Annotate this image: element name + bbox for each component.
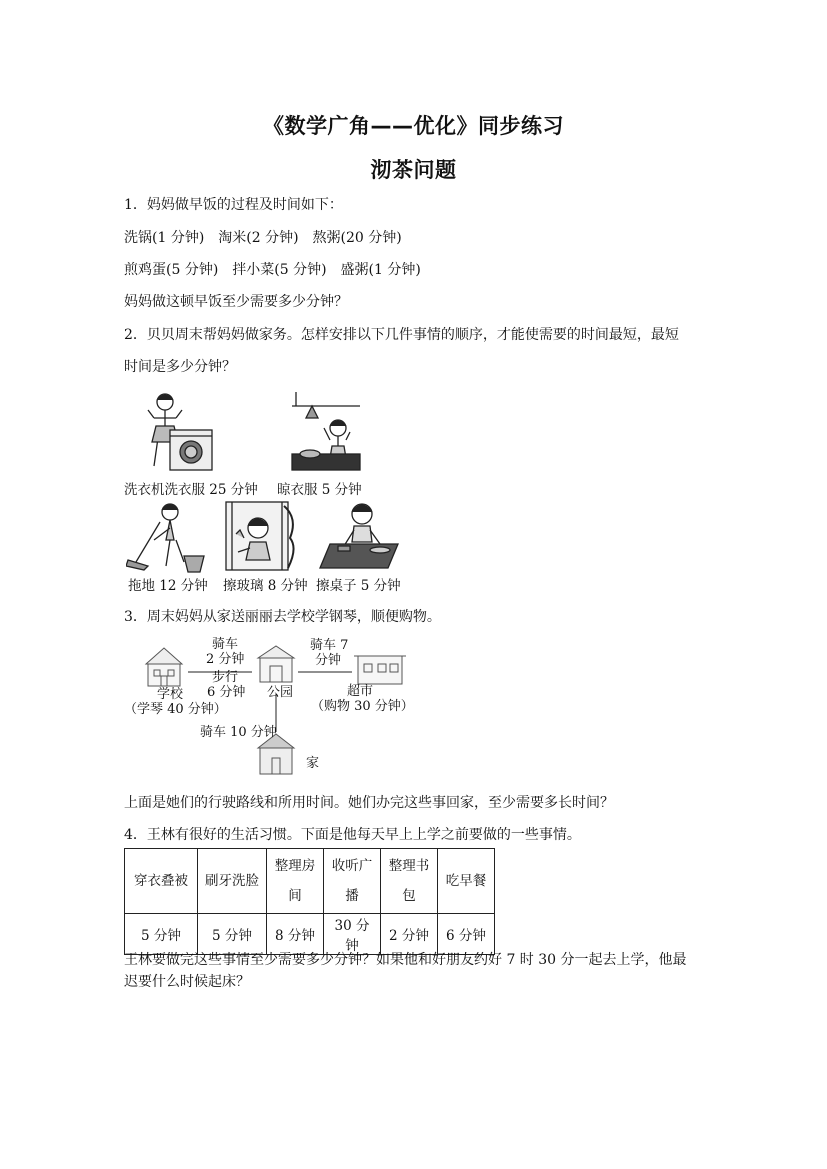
q4-question-line1: 王林要做完这些事情至少需要多少分钟？如果他和好朋友约好 7 时 30 分一起去上学，他最	[124, 952, 687, 968]
page-title: 《数学广角——优化》同步练习	[263, 114, 564, 138]
route-school-park-ride: 骑车	[212, 637, 239, 652]
market-label: 超市	[347, 684, 374, 699]
school-building-icon	[146, 648, 182, 686]
route-park-market-ride-time: 分钟	[315, 653, 342, 668]
header-cell: 收听广 播	[324, 849, 381, 914]
time-cell: 6 分钟	[438, 914, 495, 955]
q4-text: 4．王林有很好的生活习惯。下面是他每天早上上学之前要做的一些事情。	[124, 827, 581, 843]
q1-line1: 洗锅(1 分钟) 淘米(2 分钟) 熬粥(20 分钟)	[124, 230, 402, 246]
q4-question-line2: 迟要什么时候起床？	[124, 974, 250, 990]
route-park-market-ride: 骑车 7	[310, 638, 349, 653]
time-cell: 5 分钟	[125, 914, 198, 955]
q3-question: 上面是她们的行驶路线和所用时间。她们办完这些事回家，至少需要多长时间？	[124, 795, 614, 811]
page-subtitle: 沏茶问题	[370, 158, 457, 182]
chore-label-table: 擦桌子 5 分钟	[316, 578, 401, 594]
park-label: 公园	[267, 685, 294, 700]
home-label: 家	[306, 756, 320, 771]
table-wiping-picture	[318, 498, 402, 572]
q1-text: 1．妈妈做早饭的过程及时间如下：	[124, 197, 343, 213]
time-cell: 30 分钟	[324, 914, 381, 955]
table-header-row	[125, 849, 495, 914]
home-building-icon	[258, 734, 294, 774]
route-park-home-ride: 骑车 10 分钟	[200, 725, 277, 740]
route-school-park-walk: 步行	[212, 670, 239, 685]
chore-label-washing: 洗衣机洗衣服 25 分钟	[124, 482, 258, 498]
washing-machine-picture	[140, 388, 220, 474]
mopping-picture	[126, 500, 208, 574]
q1-line2: 煎鸡蛋(5 分钟) 拌小菜(5 分钟) 盛粥(1 分钟)	[124, 262, 421, 278]
header-cell: 穿衣叠被	[125, 849, 198, 914]
q2-text-line1: 2．贝贝周末帮妈妈做家务。怎样安排以下几件事情的顺序，才能使需要的时间最短，最短	[124, 327, 679, 343]
market-note: （购物 30 分钟）	[311, 699, 414, 714]
route-school-park-ride-time: 2 分钟	[206, 652, 245, 667]
time-cell: 5 分钟	[198, 914, 267, 955]
header-cell: 刷牙洗脸	[198, 849, 267, 914]
q2-text-line2: 时间是多少分钟？	[124, 359, 236, 375]
time-cell: 8 分钟	[267, 914, 324, 955]
chore-label-mopping: 拖地 12 分钟	[128, 578, 208, 594]
school-note: （学琴 40 分钟）	[124, 702, 227, 717]
window-cleaning-picture	[224, 498, 300, 574]
q3-text: 3．周末妈妈从家送丽丽去学校学钢琴，顺便购物。	[124, 609, 441, 625]
header-cell: 整理房 间	[267, 849, 324, 914]
header-cell: 吃早餐	[438, 849, 495, 914]
chore-label-hanging: 晾衣服 5 分钟	[277, 482, 362, 498]
chore-label-window: 擦玻璃 8 分钟	[223, 578, 308, 594]
hanging-clothes-picture	[288, 390, 364, 474]
school-label: 学校	[157, 687, 184, 702]
time-cell: 2 分钟	[381, 914, 438, 955]
route-school-park-walk-time: 6 分钟	[207, 685, 246, 700]
q1-question: 妈妈做这顿早饭至少需要多少分钟？	[124, 294, 348, 310]
park-building-icon	[258, 646, 294, 682]
header-cell: 整理书 包	[381, 849, 438, 914]
morning-schedule-table	[124, 848, 495, 955]
